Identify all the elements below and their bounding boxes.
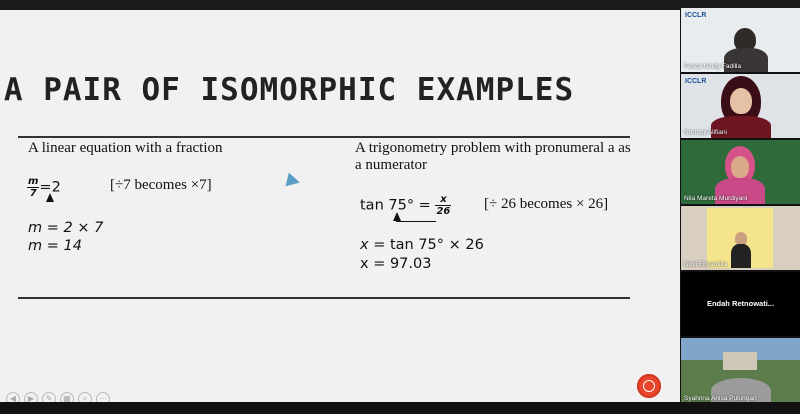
right-heading-line-1: A trigonometry problem with pronumeral a as [355, 140, 631, 156]
participant-name: Novi Eriyantika [684, 261, 728, 268]
participant-tile[interactable] [681, 206, 800, 270]
left-heading: A linear equation with a fraction [28, 140, 223, 156]
slide-title: A PAIR OF ISOMORPHIC EXAMPLES [3, 72, 575, 108]
participant-name: Nila Mareta Murdiyani [684, 195, 748, 202]
left-note: [÷7 becomes ×7] [110, 177, 212, 193]
slides-icon[interactable]: ▦ [60, 392, 74, 402]
participant-tile[interactable] [681, 338, 800, 404]
left-arrow-icon [46, 193, 54, 202]
participant-name: Fasca Nindy Fadilla [684, 63, 742, 70]
right-arrow-line [396, 221, 436, 222]
left-step-1: m = 2 × 7 [28, 220, 104, 236]
bottom-bar [0, 402, 800, 414]
zoom-icon[interactable]: ⌕ [78, 392, 92, 402]
participant-name: Syahrina Anisa Pulungan [684, 395, 757, 402]
right-arrow-icon [393, 212, 401, 221]
right-heading-line-2: a numerator [355, 157, 428, 173]
right-fraction: $\frac{x}{26}$ [436, 194, 451, 217]
conference-logo: ICCLR [685, 12, 707, 19]
more-icon[interactable]: ⋯ [96, 392, 110, 402]
participant-tile[interactable] [681, 74, 800, 138]
right-step-1: x = tan 75° × 26 [360, 237, 484, 253]
participant-tile[interactable] [681, 272, 800, 336]
left-equation: $\frac{m}{7}$ =2 [28, 176, 61, 199]
participant-tile[interactable] [681, 8, 800, 72]
left-step-2: m = 14 [28, 238, 82, 254]
participant-name: Endah Retnowati... [706, 299, 775, 308]
right-note: [÷ 26 becomes × 26] [484, 196, 609, 212]
background-building [723, 352, 757, 370]
right-step-2: x = 97.03 [360, 256, 432, 272]
laser-pointer-icon [285, 173, 301, 190]
conference-logo: ICCLR [685, 78, 707, 85]
right-equation: tan 75° = $\frac{x}{26}$ [360, 194, 451, 217]
left-fraction: $\frac{m}{7}$ [28, 176, 39, 199]
record-button[interactable] [637, 374, 661, 398]
prev-icon[interactable]: ◀ [6, 392, 20, 402]
divider-top [18, 136, 630, 138]
participant-name: Nurrisqi Alifiani [684, 129, 727, 136]
participant-tile[interactable] [681, 140, 800, 204]
presentation-controls [6, 392, 110, 402]
divider-bottom [18, 297, 630, 299]
pen-icon[interactable]: ✎ [42, 392, 56, 402]
top-bar [0, 0, 800, 10]
shared-slide [0, 10, 680, 402]
next-icon[interactable]: ▶ [24, 392, 38, 402]
